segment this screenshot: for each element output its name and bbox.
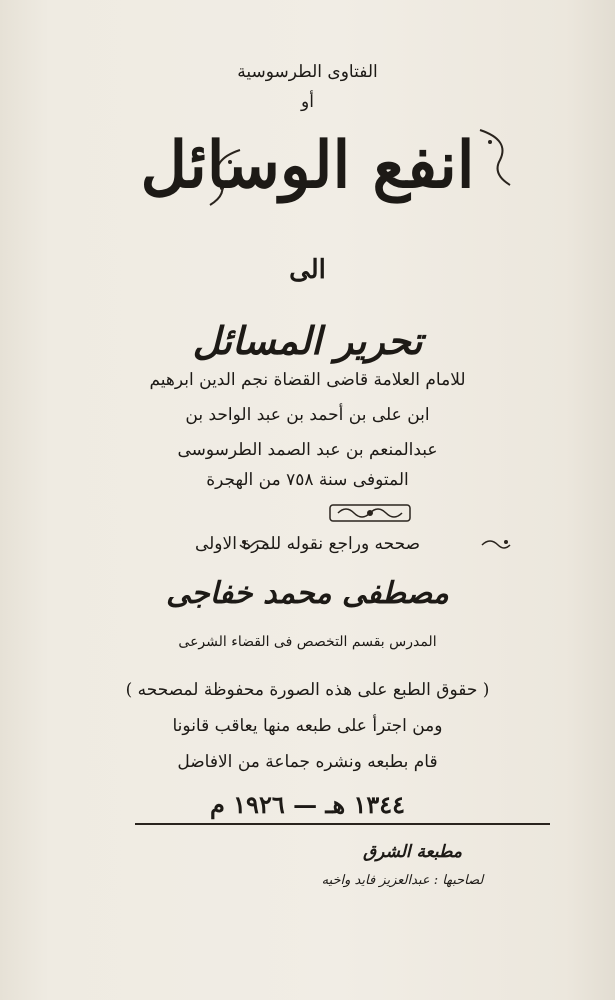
editor-name: مصطفى محمد خفاجى <box>166 576 449 611</box>
preposition-ila: الى <box>289 255 326 285</box>
rights-line-1: ( حقوق الطبع على هذه الصورة محفوظة لمصححه ) <box>125 680 490 700</box>
conjunction-or: أو <box>301 92 314 112</box>
rights-line-2: ومن اجترأ على طبعه منها يعاقب قانونا <box>172 716 443 736</box>
subtitle: الفتاوى الطرسوسية <box>237 62 378 82</box>
author-line-3: عبدالمنعم بن عبد الصمد الطرسوسى <box>177 440 438 460</box>
divider-ornament-icon <box>328 501 412 525</box>
review-line: صححه وراجع نقوله للمرة الاولى <box>194 534 421 554</box>
main-title: انفع الوسائل <box>140 128 475 203</box>
author-line-2: ابن على بن أحمد بن عبد الواحد بن <box>185 405 430 425</box>
author-line-1: للامام العلامة قاضى القضاة نجم الدين ابرهيم <box>149 370 466 390</box>
publication-date: ١٣٤٤ هـ — ١٩٢٦ م <box>209 790 406 819</box>
rights-line-3: قام بطبعه ونشره جماعة من الافاضل <box>177 752 438 772</box>
press-owner: لصاحبها : عبدالعزيز فايد واخيه <box>321 873 484 888</box>
author-line-4: المتوفى سنة ٧٥٨ من الهجرة <box>206 470 409 490</box>
divider-rule <box>135 823 550 825</box>
press-name: مطبعة الشرق <box>362 842 463 862</box>
second-title: تحرير المسائل <box>192 318 423 363</box>
editor-role: المدرس بقسم التخصص فى القضاء الشرعى <box>178 634 437 650</box>
